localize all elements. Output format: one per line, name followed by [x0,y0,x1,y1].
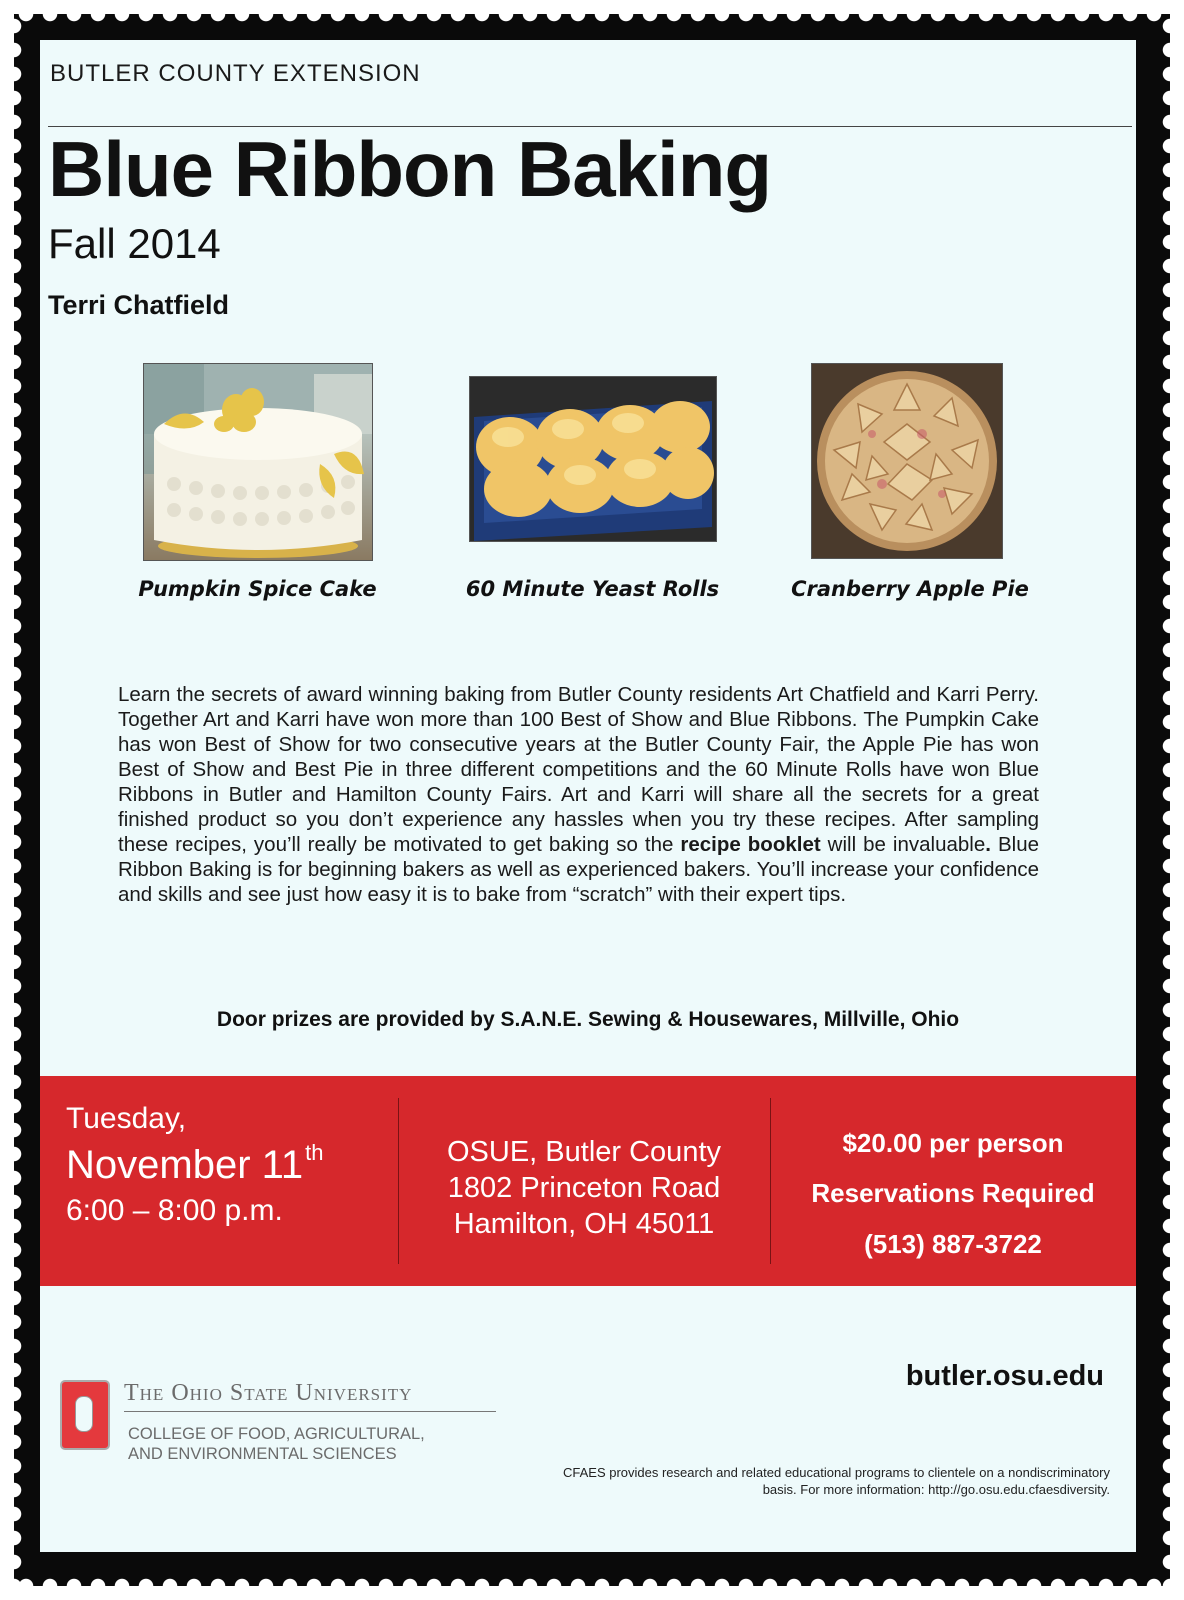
caption-yeast-rolls: 60 Minute Yeast Rolls [465,577,720,601]
caption-pumpkin-spice-cake: Pumpkin Spice Cake [138,577,377,601]
flyer [40,40,1136,1552]
reservation-phone[interactable]: (513) 887-3722 [864,1229,1042,1259]
location-line: OSUE, Butler County [447,1136,721,1168]
event-day: Tuesday, [66,1102,187,1135]
event-details-band [40,1076,1136,1286]
event-date-block [66,1076,396,1286]
nondiscrimination-statement: CFAES provides research and related educational programs to clientele on a nondiscriminatory basis. For more information: http://go.osu.edu.cfaesdiversity. [562,1465,1110,1497]
event-time: 6:00 – 8:00 p.m. [66,1194,283,1227]
description-text-ending: Blue Ribbon Baking is for beginning bakers as well as experienced bakers. You’ll increase your confidence and skills and see just how easy it is to bake from “scratch” with their expert tips. [118,833,1039,906]
description-text-continued: will be invaluable [820,833,986,856]
osu-logo [60,1376,520,1476]
block-o-logo-icon [60,1380,110,1450]
season-subtitle: Fall 2014 [48,220,221,267]
location-line: Hamilton, OH 45011 [453,1208,715,1240]
location-line: 1802 Princeton Road [447,1172,721,1204]
pumpkin-cake-photo [143,363,373,561]
university-name: The Ohio State University [124,1380,496,1412]
cake-illustration [144,364,372,560]
event-location-block [398,1076,770,1286]
pie-illustration [812,364,1002,558]
door-prizes-note: Door prizes are provided by S.A.N.E. Sewing & Housewares, Millville, Ohio [216,1008,960,1031]
event-date-ordinal: th [305,1140,324,1165]
description-text: Learn the secrets of award winning baking from Butler County residents Art Chatfield and Karri Perry. Together Art and Karri have won more than 100 Best of Show and Blue Ribbons. The Pumpkin Cake has won Best of Show for two consecutive years at the Butler County Fair, the Apple Pie has won Best of Show and Best Pie in three different competitions and the 60 Minute Rolls have won Blue Ribbons in Butler and Hamilton County Fairs. Art and Karri will share all the secrets for a great finished product so you don’t experience any hassles when you try these recipes. After sampling these recipes, you’ll really be motivated to get baking so the [118,683,1039,856]
event-description [118,682,1039,907]
yeast-rolls-photo [469,376,717,542]
organization-header: BUTLER COUNTY EXTENSION [50,60,421,87]
recipe-booklet-emphasis: recipe booklet [680,833,821,856]
college-line: COLLEGE OF FOOD, AGRICULTURAL, [128,1425,425,1443]
apple-pie-photo [811,363,1003,559]
event-month-day: November 11 [66,1143,304,1187]
reservations-note: Reservations Required [811,1178,1095,1208]
event-date [66,1140,324,1188]
rolls-illustration [470,377,716,541]
website-link[interactable]: butler.osu.edu [905,1360,1104,1392]
description-bold-period: . [985,833,991,856]
event-price: $20.00 per person [842,1128,1064,1158]
college-name [128,1424,425,1464]
event-price-block [770,1076,1136,1286]
college-line: AND ENVIRONMENTAL SCIENCES [128,1445,397,1463]
author-name: Terri Chatfield [48,290,230,320]
caption-cranberry-apple-pie: Cranberry Apple Pie [791,577,1029,601]
page-title: Blue Ribbon Baking [48,125,771,213]
